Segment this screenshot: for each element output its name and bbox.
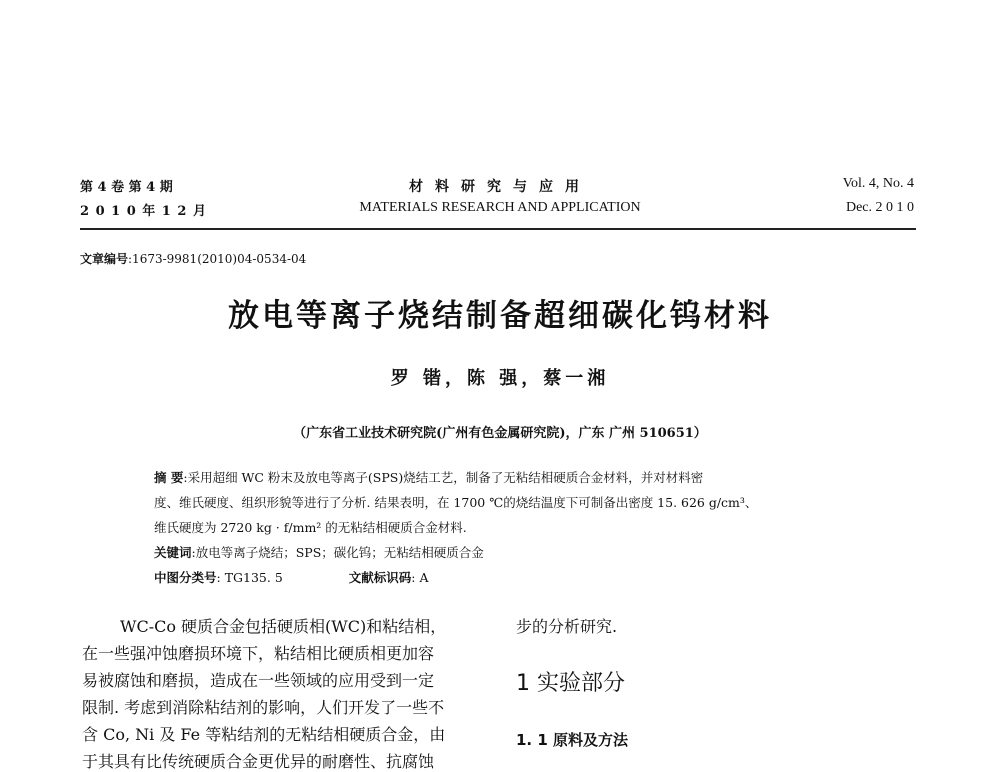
- doc-code-label: 文献标识码: [348, 570, 412, 585]
- section-heading-1: 1 实验部分: [516, 671, 625, 696]
- clc-label: 中图分类号: [154, 570, 217, 585]
- abstract-line-1: [154, 465, 703, 490]
- keywords-value: :放电等离子烧结；SPS；碳化钨；无粘结相硬质合金: [191, 545, 484, 560]
- article-number-value: :1673-9981(2010)04-0534-04: [128, 252, 307, 266]
- article-number-label: 文章编号: [80, 252, 129, 266]
- subsection-heading-1-1: 1. 1 原料及方法: [516, 731, 629, 749]
- body-right-continuation: 步的分析研究.: [516, 617, 618, 636]
- volume-issue-en: Vol. 4, No. 4: [842, 176, 914, 191]
- doc-code-value: : A: [411, 570, 429, 585]
- body-line-1: WC-Co 硬质合金包括硬质相(WC)和粘结相，: [120, 617, 447, 636]
- issue-date-en: Dec. 2 0 1 0: [845, 200, 914, 215]
- abstract-line-2: 度、维氏硬度、组织形貌等进行了分析. 结果表明，在 1700 ℃的烧结温度下可制备出密度 15. 626 g/cm³、: [154, 495, 758, 510]
- body-line-5: 含 Co, Ni 及 Fe 等粘结剂的无粘结相硬质合金，由: [82, 725, 446, 744]
- classification-line: [154, 565, 429, 590]
- volume-issue: 第 4 卷 第 4 期: [80, 180, 173, 195]
- abstract-label: 摘 要: [154, 470, 184, 485]
- header-rule: [80, 228, 916, 230]
- body-line-3: 易被腐蚀和磨损，造成在一些领域的应用受到一定: [82, 671, 435, 690]
- body-line-4: 限制. 考虑到消除粘结剂的影响，人们开发了一些不: [82, 698, 445, 717]
- keywords-label: 关键词: [154, 545, 192, 560]
- journal-name-en: MATERIALS RESEARCH AND APPLICATION: [359, 200, 641, 215]
- journal-name-cn: 材料研究与应用: [409, 179, 591, 195]
- issue-date: 2 0 1 0 年 1 2 月: [80, 204, 207, 219]
- body-line-6: 于其具有比传统硬质合金更优异的耐磨性、抗腐蚀: [82, 752, 435, 771]
- affiliation: （广东省工业技术研究院(广州有色金属研究院)，广东 广州 510651）: [293, 426, 707, 441]
- authors: 罗 锴，陈 强，蔡一湘: [390, 368, 610, 389]
- body-line-2: 在一些强冲蚀磨损环境下，粘结相比硬质相更加容: [82, 644, 435, 663]
- paper-title: 放电等离子烧结制备超细碳化钨材料: [228, 298, 772, 334]
- abstract-line-3: 维氏硬度为 2720 kg · f/mm² 的无粘结相硬质合金材料.: [154, 520, 467, 535]
- clc-value: : TG135. 5: [216, 570, 283, 585]
- article-number: [80, 250, 306, 267]
- keywords: [154, 540, 484, 565]
- abstract-text-1: :采用超细 WC 粉末及放电等离子(SPS)烧结工艺，制备了无粘结相硬质合金材料，并对材料密: [183, 470, 704, 485]
